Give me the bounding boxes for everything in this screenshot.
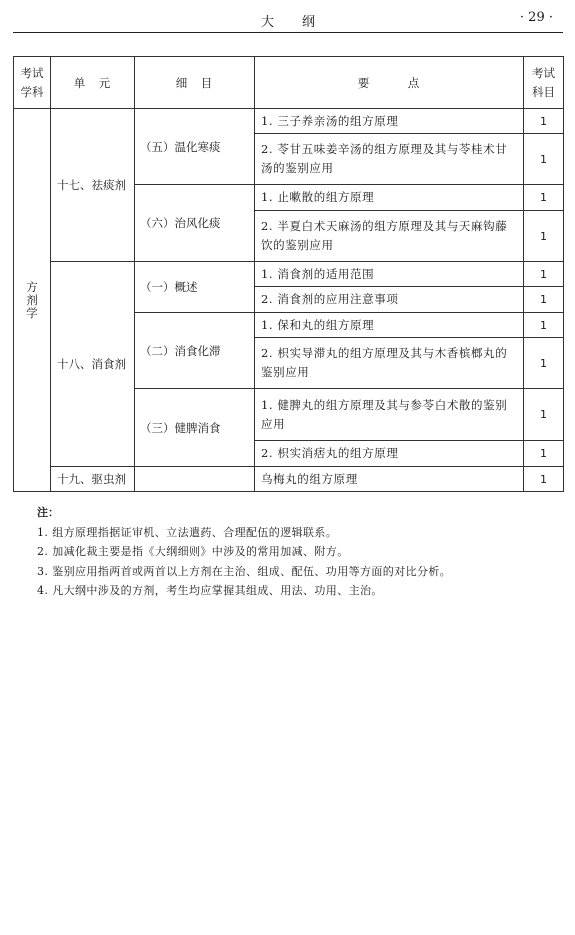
note-item: 4. 凡大纲中涉及的方剂，考生均应掌握其组成、用法、功用、主治。 xyxy=(37,584,383,597)
item-cell: （二）消食化滞 xyxy=(135,313,255,389)
unit-cell: 十八、消食剂 xyxy=(51,262,135,467)
level-cell: 1 xyxy=(524,313,564,338)
table-row xyxy=(14,467,564,492)
item-cell: （三）健脾消食 xyxy=(135,389,255,467)
level-cell: 1 xyxy=(524,441,564,467)
notes-section xyxy=(37,503,451,601)
point-cell: 2. 半夏白术天麻汤的组方原理及其与天麻钩藤饮的鉴别应用 xyxy=(255,211,524,262)
page-title: 大纲 xyxy=(260,15,343,30)
item-cell: （五）温化寒痰 xyxy=(135,109,255,185)
syllabus-table xyxy=(13,56,564,492)
header-exam-subject: 考试 学科 xyxy=(14,57,51,109)
level-cell: 1 xyxy=(524,134,564,185)
level-cell: 1 xyxy=(524,211,564,262)
level-cell: 1 xyxy=(524,185,564,211)
item-cell xyxy=(135,467,255,492)
level-cell: 1 xyxy=(524,109,564,134)
note-item: 2. 加减化裁主要是指《大纲细则》中涉及的常用加减、附方。 xyxy=(37,545,349,558)
page-number: · 29 · xyxy=(519,10,553,25)
item-cell: （一）概述 xyxy=(135,262,255,313)
point-cell: 2. 消食剂的应用注意事项 xyxy=(255,287,524,313)
table-row xyxy=(14,109,564,134)
header-points: 要 点 xyxy=(255,57,524,109)
item-cell: （六）治风化痰 xyxy=(135,185,255,262)
note-item: 3. 鉴别应用指两首或两首以上方剂在主治、组成、配伍、功用等方面的对比分析。 xyxy=(37,564,452,578)
point-cell: 1. 止嗽散的组方原理 xyxy=(255,185,524,211)
notes-title: 注： xyxy=(37,506,59,519)
unit-cell: 十九、驱虫剂 xyxy=(51,467,135,492)
point-cell: 1. 保和丸的组方原理 xyxy=(255,313,524,338)
point-cell: 乌梅丸的组方原理 xyxy=(255,467,524,492)
point-cell: 1. 消食剂的适用范围 xyxy=(255,262,524,287)
point-cell: 2. 枳实消痞丸的组方原理 xyxy=(255,441,524,467)
table-header-row xyxy=(14,57,564,109)
subject-cell: 方 剂 学 xyxy=(14,109,51,492)
level-cell: 1 xyxy=(524,262,564,287)
note-item: 1. 组方原理指据证审机、立法遣药、合理配伍的逻辑联系。 xyxy=(37,525,338,539)
header-unit: 单 元 xyxy=(51,57,135,109)
level-cell: 1 xyxy=(524,389,564,441)
unit-cell: 十七、祛痰剂 xyxy=(51,109,135,262)
level-cell: 1 xyxy=(524,467,564,492)
header-exam-level: 考试 科目 xyxy=(524,57,564,109)
level-cell: 1 xyxy=(524,287,564,313)
header-item: 细 目 xyxy=(135,57,255,109)
level-cell: 1 xyxy=(524,338,564,389)
table-row xyxy=(14,262,564,287)
point-cell: 1. 三子养亲汤的组方原理 xyxy=(255,109,524,134)
point-cell: 1. 健脾丸的组方原理及其与参苓白术散的鉴别应用 xyxy=(255,389,524,441)
point-cell: 2. 苓甘五味姜辛汤的组方原理及其与苓桂术甘汤的鉴别应用 xyxy=(255,134,524,185)
page-header xyxy=(13,10,563,33)
point-cell: 2. 枳实导滞丸的组方原理及其与木香槟榔丸的鉴别应用 xyxy=(255,338,524,389)
